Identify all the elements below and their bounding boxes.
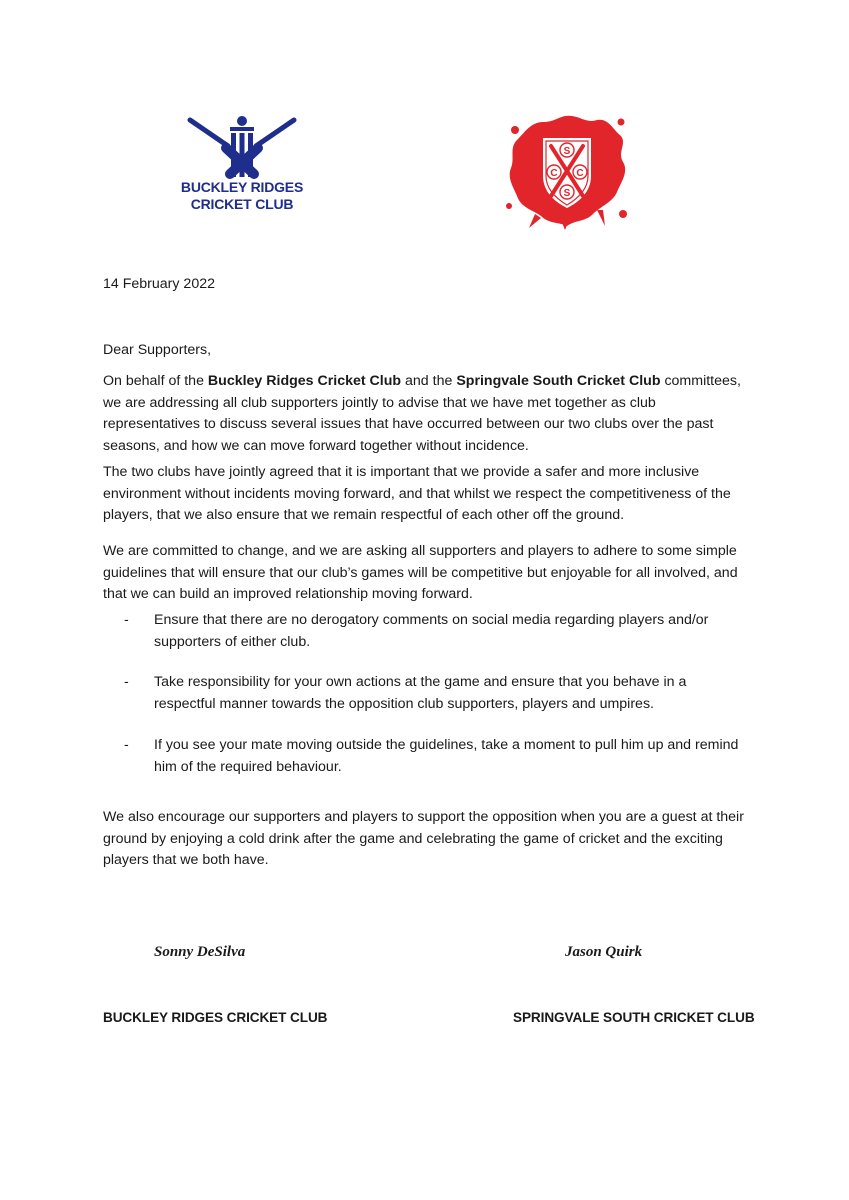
club-name-buckley: Buckley Ridges Cricket Club <box>207 373 402 389</box>
buckley-logo-line2: CRICKET CLUB <box>190 196 294 212</box>
paragraph-agreement: The two clubs have jointly agreed that it is important that we provide a safer and more inclusive environment without incidents moving forward, and that whilst we respect the competitiveness of the players, that we also ensure that we remain respectful of each other off the ground. <box>103 464 731 523</box>
letter-date: 14 February 2022 <box>103 276 215 292</box>
p1-post: committees, we are addressing all club supporters jointly to advise that we have met together as club representatives to discuss several issues that have occurred between our two clubs over the past seasons, and how we can move forward together without incidence. <box>103 373 741 454</box>
signature-left: Sonny DeSilva <box>154 944 246 960</box>
paragraph-intro <box>103 371 753 457</box>
springvale-logo-letter-3: C <box>576 168 584 179</box>
club-name-springvale: Springvale South Cricket Club <box>456 373 661 389</box>
springvale-south-logo <box>505 110 629 230</box>
bullet-marker: - <box>124 674 129 690</box>
guideline-text: Ensure that there are no derogatory comments on social media regarding players and/or supporters of either club. <box>154 612 709 650</box>
springvale-logo-letter-4: S <box>563 188 571 199</box>
buckley-logo-line1: BUCKLEY RIDGES <box>180 179 304 195</box>
salutation: Dear Supporters, <box>103 342 212 358</box>
guideline-text: If you see your mate moving outside the guidelines, take a moment to pull him up and remind him of the required behaviour. <box>154 737 739 775</box>
p1-mid: and the <box>401 373 457 389</box>
signatory-club-right: SPRINGVALE SOUTH CRICKET CLUB <box>513 1010 755 1025</box>
paragraph-commitment: We are committed to change, and we are asking all supporters and players to adhere to some simple guidelines that will ensure that our club’s games will be competitive but enjoyable for all involved, and that we can build an improved relationship moving forward. <box>103 543 738 602</box>
crossed-bats-icon <box>168 112 316 180</box>
buckley-ridges-logo <box>168 112 316 218</box>
p1-pre: On behalf of the <box>103 373 208 389</box>
bullet-marker: - <box>124 737 129 753</box>
splat-shield-icon <box>505 110 629 230</box>
guideline-text: Take responsibility for your own actions at the game and ensure that you behave in a respectful manner towards the opposition club supporters, players and umpires. <box>154 674 687 712</box>
springvale-logo-letter-1: S <box>563 146 571 157</box>
signatory-club-left: BUCKLEY RIDGES CRICKET CLUB <box>103 1010 328 1025</box>
springvale-logo-letter-2: C <box>550 168 558 179</box>
bullet-marker: - <box>124 612 129 628</box>
signature-right: Jason Quirk <box>565 944 643 960</box>
paragraph-closing: We also encourage our supporters and players to support the opposition when you are a guest at their ground by enjoying a cold drink after the game and celebrating the game of cricket and the exciting players that we both have. <box>103 809 744 868</box>
